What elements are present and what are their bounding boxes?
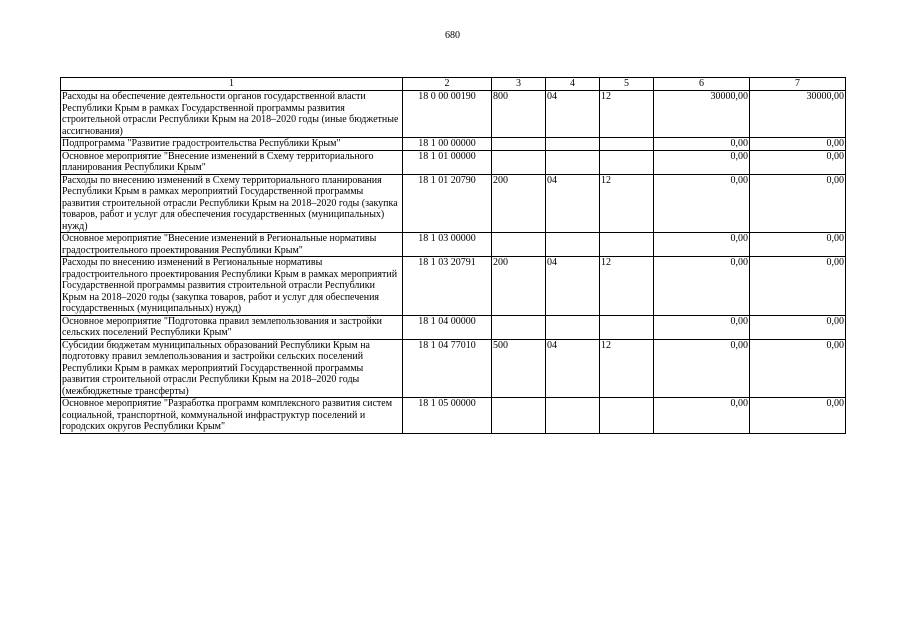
row-amount-2: 0,00: [750, 339, 846, 398]
header-cell-7: 7: [750, 78, 846, 91]
row-code: 18 1 00 00000: [403, 138, 492, 151]
row-name: Основное мероприятие "Внесение изменений в Схему территориального планирования Республики Крым": [61, 150, 403, 174]
row-amount-2: 0,00: [750, 315, 846, 339]
row-amount-1: 0,00: [654, 315, 750, 339]
row-amount-1: 0,00: [654, 339, 750, 398]
row-code: 18 1 03 00000: [403, 233, 492, 257]
row-subsection: 12: [600, 257, 654, 316]
row-code: 18 1 04 77010: [403, 339, 492, 398]
row-amount-1: 0,00: [654, 233, 750, 257]
row-name: Расходы по внесению изменений в Региональные нормативы градостроительного проектирования Республики Крым в рамках мероприятий Государственной программы развития строительной отрасли Республики Крым на 2018–2020 годы (закупка товаров, работ и услуг для обеспечения государственных (муниципальных) нужд): [61, 257, 403, 316]
header-row: [61, 78, 846, 91]
row-amount-2: 0,00: [750, 174, 846, 233]
table-row: [61, 174, 846, 233]
row-section: [546, 150, 600, 174]
row-subsection: [600, 150, 654, 174]
header-cell-6: 6: [654, 78, 750, 91]
row-subsection: 12: [600, 91, 654, 138]
row-code: 18 1 04 00000: [403, 315, 492, 339]
row-amount-1: 30000,00: [654, 91, 750, 138]
header-cell-5: 5: [600, 78, 654, 91]
table-row: [61, 315, 846, 339]
table-row: [61, 91, 846, 138]
row-expense-type: [492, 138, 546, 151]
table-row: [61, 257, 846, 316]
row-amount-2: 0,00: [750, 398, 846, 434]
row-amount-1: 0,00: [654, 150, 750, 174]
row-name: Субсидии бюджетам муниципальных образований Республики Крым на подготовку правил землепользования и застройки сельских поселений Республики Крым в рамках мероприятий Государственной программы развития строительной отрасли Республики Крым на 2018–2020 годы (межбюджетные трансферты): [61, 339, 403, 398]
row-name: Основное мероприятие "Разработка программ комплексного развития систем социальной, транспортной, коммунальной инфраструктур поселений и городских округов Республики Крым": [61, 398, 403, 434]
row-code: 18 1 01 20790: [403, 174, 492, 233]
page-number: 680: [445, 30, 460, 41]
header-cell-3: 3: [492, 78, 546, 91]
row-subsection: [600, 315, 654, 339]
row-expense-type: 500: [492, 339, 546, 398]
row-section: [546, 398, 600, 434]
row-name: Расходы по внесению изменений в Схему территориального планирования Республики Крым в рамках мероприятий Государственной программы развития строительной отрасли Республики Крым на 2018–2020 годы (закупка товаров, работ и услуг для обеспечения государственных (муниципальных) нужд): [61, 174, 403, 233]
table-row: [61, 339, 846, 398]
table-row: [61, 398, 846, 434]
row-section: [546, 138, 600, 151]
row-amount-1: 0,00: [654, 138, 750, 151]
row-code: 18 1 05 00000: [403, 398, 492, 434]
row-expense-type: 200: [492, 257, 546, 316]
header-cell-1: 1: [61, 78, 403, 91]
header-cell-4: 4: [546, 78, 600, 91]
row-section: 04: [546, 339, 600, 398]
table-row: [61, 138, 846, 151]
row-section: 04: [546, 174, 600, 233]
row-expense-type: [492, 315, 546, 339]
row-amount-1: 0,00: [654, 174, 750, 233]
row-amount-2: 0,00: [750, 233, 846, 257]
table-row: [61, 233, 846, 257]
row-subsection: 12: [600, 174, 654, 233]
row-section: [546, 233, 600, 257]
table-row: [61, 150, 846, 174]
row-name: Основное мероприятие "Внесение изменений в Региональные нормативы градостроительного проектирования Республики Крым": [61, 233, 403, 257]
row-code: 18 1 03 20791: [403, 257, 492, 316]
row-amount-2: 0,00: [750, 138, 846, 151]
row-subsection: 12: [600, 339, 654, 398]
row-section: 04: [546, 91, 600, 138]
budget-table: [60, 77, 846, 434]
row-expense-type: 800: [492, 91, 546, 138]
row-subsection: [600, 398, 654, 434]
row-expense-type: 200: [492, 174, 546, 233]
row-section: 04: [546, 257, 600, 316]
row-expense-type: [492, 150, 546, 174]
row-amount-2: 0,00: [750, 257, 846, 316]
row-code: 18 0 00 00190: [403, 91, 492, 138]
row-subsection: [600, 233, 654, 257]
row-name: Подпрограмма "Развитие градостроительства Республики Крым": [61, 138, 403, 151]
row-code: 18 1 01 00000: [403, 150, 492, 174]
row-name: Основное мероприятие "Подготовка правил землепользования и застройки сельских поселений Республики Крым": [61, 315, 403, 339]
row-amount-1: 0,00: [654, 257, 750, 316]
header-cell-2: 2: [403, 78, 492, 91]
row-amount-2: 0,00: [750, 150, 846, 174]
row-amount-1: 0,00: [654, 398, 750, 434]
row-subsection: [600, 138, 654, 151]
row-section: [546, 315, 600, 339]
row-expense-type: [492, 233, 546, 257]
row-amount-2: 30000,00: [750, 91, 846, 138]
row-expense-type: [492, 398, 546, 434]
row-name: Расходы на обеспечение деятельности органов государственной власти Республики Крым в рамках Государственной программы развития строительной отрасли Республики Крым на 2018–2020 годы (иные бюджетные ассигнования): [61, 91, 403, 138]
